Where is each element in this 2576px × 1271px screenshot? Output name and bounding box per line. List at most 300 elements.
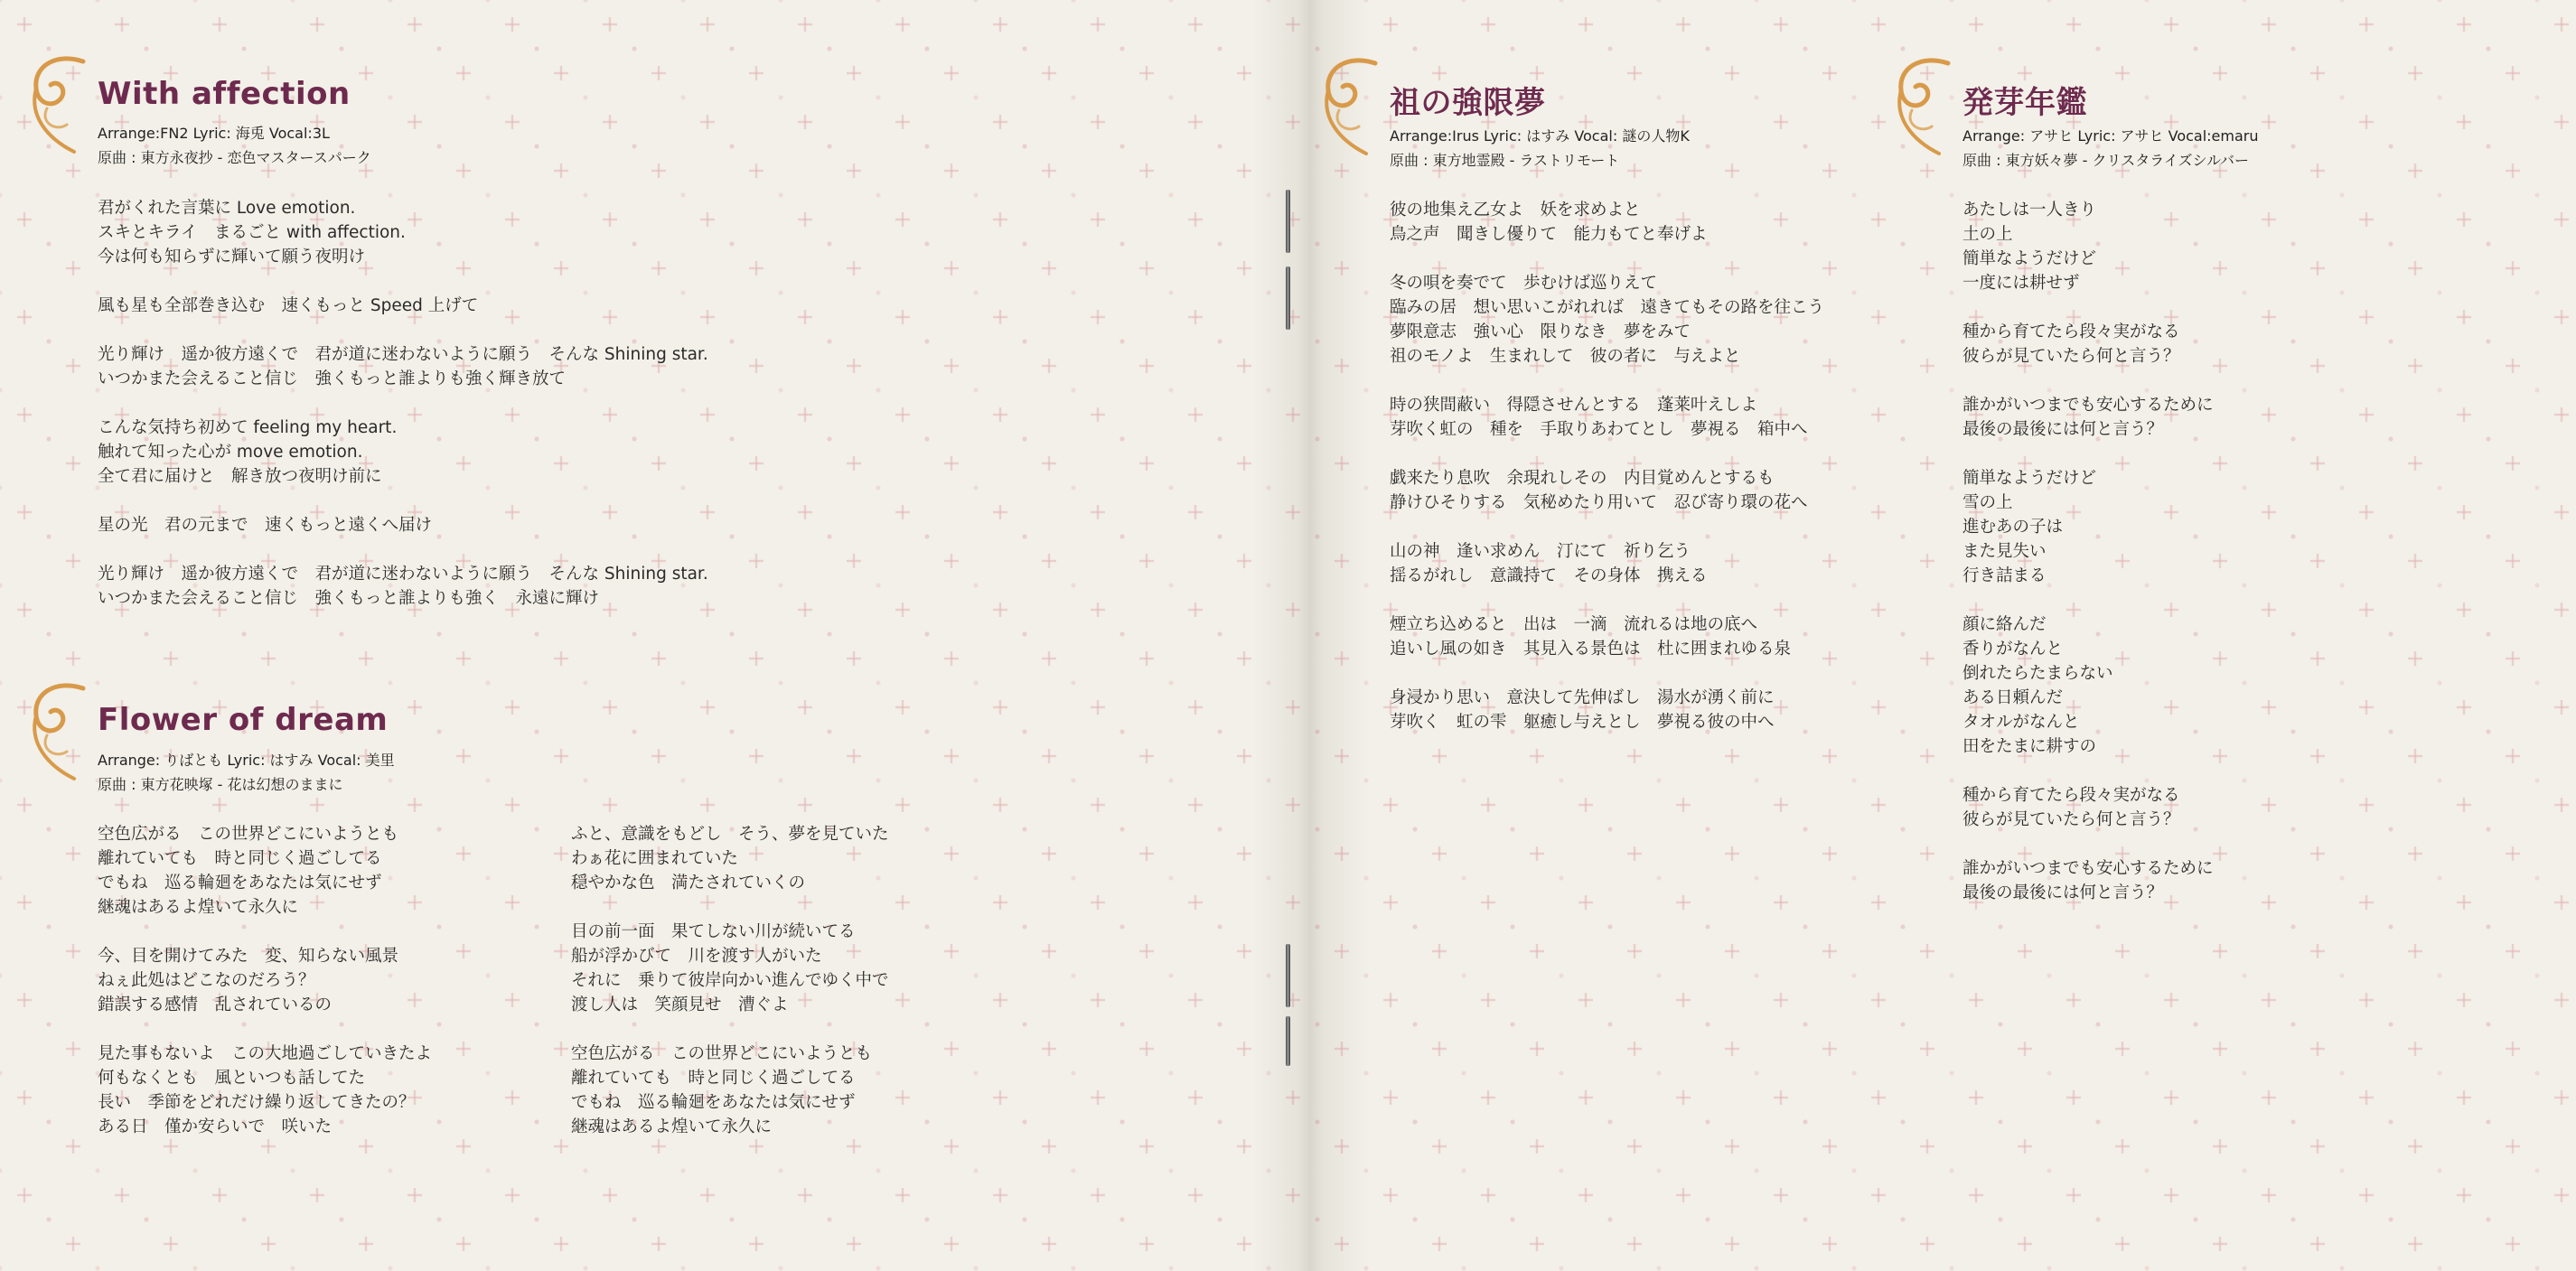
staple-bottom-lower [1286,1016,1290,1066]
cross-mark [1822,66,1837,80]
cross-mark [2359,17,2374,32]
cross-mark [2506,164,2520,178]
lyric-line: 今、目を開けてみた 変、知らない風景 [98,947,399,966]
cross-mark [2359,798,2374,812]
cross-mark [554,164,568,178]
cross-mark [1920,1237,1934,1251]
cross-mark [359,1139,373,1154]
cross-mark [1042,66,1056,80]
cross-mark [651,66,666,80]
cross-mark [2554,505,2569,519]
cross-mark [1042,749,1056,763]
cross-mark [310,17,324,32]
cross-mark [895,700,910,715]
cross-mark [2164,1090,2178,1105]
cross-mark [2506,1042,2520,1056]
lyric-line: 種から育てたら段々実がなる [1962,786,2180,805]
cross-mark [993,993,1007,1007]
cross-mark [944,749,959,763]
cross-mark [2408,846,2422,861]
cross-mark [1139,66,1154,80]
cross-mark [505,993,520,1007]
song-credits: Arrange:FN2 Lyric: 海兎 Vocal:3L [98,125,330,142]
cross-mark [212,1188,227,1202]
lyric-line: 継魂はあるよ煌いて永久に [98,898,299,917]
cross-mark [2506,944,2520,958]
cross-mark [2457,798,2471,812]
cross-mark [66,846,80,861]
lyric-line: 長い 季節をどれだけ繰り返してきたの？ [98,1093,416,1112]
cross-mark [651,1139,666,1154]
cross-mark [17,1090,32,1105]
cross-mark [2359,895,2374,910]
cross-mark [1139,846,1154,861]
cross-mark [2310,456,2325,471]
cross-mark [17,1188,32,1202]
cross-mark [798,603,812,617]
cross-mark [2213,66,2227,80]
cross-mark [651,164,666,178]
cross-mark [2213,846,2227,861]
cross-mark [164,651,178,666]
cross-mark [2554,407,2569,422]
cross-mark [895,17,910,32]
cross-mark [749,359,763,373]
cross-mark [2213,749,2227,763]
cross-mark [1091,310,1105,324]
cross-mark [359,1237,373,1251]
cross-mark [847,164,861,178]
cross-mark [847,1139,861,1154]
lyric-stanza [571,822,889,895]
cross-mark [2408,359,2422,373]
cross-mark [798,115,812,129]
lyric-stanza [98,416,708,489]
cross-mark [1627,66,1642,80]
cross-mark [1481,1090,1495,1105]
cross-mark [212,798,227,812]
cross-mark [1188,895,1203,910]
lyric-line: 渡し人は 笑顔見せ 漕ぐよ [571,995,789,1014]
cross-mark [1091,212,1105,227]
cross-mark [1042,651,1056,666]
lyric-line: 星の光 君の元まで 速くもっと遠くへ届け [98,516,433,535]
cross-mark [2408,261,2422,276]
cross-mark [1676,798,1691,812]
lyric-stanza [98,342,708,391]
cross-mark [1188,1188,1203,1202]
cross-mark [2310,944,2325,958]
cross-mark [310,1188,324,1202]
lyric-line: でもね 巡る輪廻をあなたは気にせず [571,1093,856,1112]
cross-mark [66,651,80,666]
cross-mark [1920,261,1934,276]
cross-mark [2262,115,2276,129]
cross-mark [1578,17,1593,32]
lyric-line: 進むあの子は [1962,518,2064,537]
cross-mark [1042,1237,1056,1251]
cross-mark [554,846,568,861]
cross-mark [603,1188,617,1202]
lyric-stanza [98,944,432,1017]
cross-mark [2310,651,2325,666]
cross-mark [993,603,1007,617]
cross-mark [603,798,617,812]
lyric-line: 冬の唄を奏でて 歩むけば巡りえて [1390,274,1658,293]
cross-mark [1188,115,1203,129]
cross-mark [700,700,715,715]
cross-mark [944,456,959,471]
lyric-stanza [98,1042,432,1139]
cross-mark [749,651,763,666]
cross-mark [798,1188,812,1202]
cross-mark [2310,261,2325,276]
cross-mark [2066,17,2081,32]
cross-mark [993,700,1007,715]
cross-mark [1188,603,1203,617]
cross-mark [895,115,910,129]
cross-mark [993,798,1007,812]
cross-mark [1237,651,1251,666]
song-credits: Arrange: りばとも Lyric: はすみ Vocal: 美里 [98,752,395,769]
cross-mark [505,700,520,715]
cross-mark [1871,603,1886,617]
cross-mark [2408,554,2422,568]
cross-mark [2408,1139,2422,1154]
cross-mark [1871,1090,1886,1105]
cross-mark [700,115,715,129]
lyric-stanza [98,294,708,318]
cross-mark [1042,261,1056,276]
cross-mark [456,944,471,958]
cross-mark [1237,554,1251,568]
cross-mark [1822,846,1837,861]
cross-mark [993,17,1007,32]
lyric-line: 空色広がる この世界どこにいようとも [571,1044,873,1063]
staple-top [1286,190,1290,253]
cross-mark [310,798,324,812]
cross-mark [749,554,763,568]
cross-mark [798,700,812,715]
cross-mark [1042,164,1056,178]
lyric-line: 何もなくとも 風といつも話してた [98,1069,366,1088]
song-lyrics [1962,198,2214,905]
cross-mark [407,17,422,32]
cross-mark [2115,1139,2130,1154]
cross-mark [1774,1188,1788,1202]
cross-mark [1725,1042,1739,1056]
cross-mark [651,749,666,763]
cross-mark [17,603,32,617]
cross-mark [456,66,471,80]
cross-mark [505,895,520,910]
cross-mark [1871,1188,1886,1202]
cross-mark [2115,944,2130,958]
cross-mark [1481,993,1495,1007]
lyric-line: ある日頼んだ [1962,688,2064,707]
cross-mark [2262,1090,2276,1105]
cross-mark [1237,1237,1251,1251]
cross-mark [1871,505,1886,519]
cross-mark [1042,944,1056,958]
cross-mark [1481,798,1495,812]
cross-mark [1091,603,1105,617]
cross-mark [1237,749,1251,763]
song-title: With affection [98,76,351,112]
cross-mark [1822,749,1837,763]
cross-mark [1578,1188,1593,1202]
cross-mark [115,1188,129,1202]
lyric-line: 君がくれた言葉に Love emotion. [98,199,356,218]
cross-mark [1822,554,1837,568]
lyric-stanza [1390,466,1824,515]
lyric-line: 誰かがいつまでも安心するために [1962,859,2214,878]
cross-mark [895,1188,910,1202]
lyric-line: 雪の上 [1962,493,2013,512]
cross-mark [2310,1139,2325,1154]
cross-mark [1627,749,1642,763]
cross-mark [1871,798,1886,812]
cross-mark [2359,212,2374,227]
cross-mark [1432,846,1447,861]
cross-mark [1676,1188,1691,1202]
cross-mark [1383,798,1398,812]
cross-mark [1920,554,1934,568]
cross-mark [2554,603,2569,617]
cross-mark [2310,749,2325,763]
staple-top-lower [1286,266,1290,330]
cross-mark [798,798,812,812]
lyric-stanza [1962,198,2214,295]
cross-mark [2018,1139,2032,1154]
cross-mark [66,1237,80,1251]
cross-mark [2408,749,2422,763]
cross-mark [2506,359,2520,373]
cross-mark [1774,993,1788,1007]
cross-mark [1237,1139,1251,1154]
lyric-line: 夢限意志 強い心 限りなき 夢をみて [1390,322,1691,341]
cross-mark [944,651,959,666]
cross-mark [1091,993,1105,1007]
cross-mark [2554,17,2569,32]
cross-mark [749,1139,763,1154]
lyric-line: 香りがなんと [1962,640,2064,659]
song-lyrics-column-2 [571,822,889,1139]
cross-mark [2310,1237,2325,1251]
cross-mark [2554,1188,2569,1202]
cross-mark [1969,1188,1983,1202]
cross-mark [1822,359,1837,373]
staple-bottom [1286,944,1290,1007]
lyric-line: 船が浮かびて 川を渡す人がいた [571,947,822,966]
cross-mark [261,1139,276,1154]
cross-mark [1432,749,1447,763]
lyric-line: いつかまた会えること信じ 強くもっと誰よりも強く 永遠に輝け [98,589,600,608]
lyric-line: 光り輝け 遥か彼方遠くで 君が道に迷わないように願う そんな Shining star. [98,345,708,364]
cross-mark [505,1090,520,1105]
cross-mark [2457,407,2471,422]
cross-mark [17,895,32,910]
cross-mark [2506,1237,2520,1251]
cross-mark [2408,944,2422,958]
cross-mark [1481,895,1495,910]
cross-mark [2262,505,2276,519]
cross-mark [1627,944,1642,958]
cross-mark [993,212,1007,227]
lyric-stanza [571,1042,889,1139]
lyric-stanza [1390,271,1824,369]
cross-mark [944,554,959,568]
lyric-line: 身浸かり思い 意決して先伸ばし 湯水が湧く前に [1390,688,1775,707]
lyric-line: 追いし風の如き 其見入る景色は 杜に囲まれゆる泉 [1390,640,1792,659]
cross-mark [2457,1188,2471,1202]
cross-mark [798,17,812,32]
cross-mark [1042,359,1056,373]
lyric-line: 最後の最後には何と言う？ [1962,883,2164,902]
cross-mark [2359,603,2374,617]
cross-mark [944,1139,959,1154]
lyric-line: ふと、意識をもどし そう、夢を見ていた [571,825,889,844]
cross-mark [2408,651,2422,666]
cross-mark [1139,1139,1154,1154]
cross-mark [2359,993,2374,1007]
cross-mark [2506,749,2520,763]
song-original: 原曲 : 東方妖々夢 - クリスタライズシルバー [1962,152,2250,169]
cross-mark [2310,164,2325,178]
cross-mark [1139,554,1154,568]
cross-mark [993,505,1007,519]
cross-mark [700,1188,715,1202]
cross-mark [1139,1237,1154,1251]
song-lyrics [1390,198,1824,734]
cross-mark [456,164,471,178]
cross-mark [2457,17,2471,32]
cross-mark [66,944,80,958]
cross-mark [2262,993,2276,1007]
cross-mark [2359,1090,2374,1105]
cross-mark [1774,17,1788,32]
lyric-line: いつかまた会えること信じ 強くもっと誰よりも強く輝き放て [98,369,567,388]
lyric-stanza [1390,539,1824,588]
cross-mark [1871,700,1886,715]
lyric-line: 触れて知った心が move emotion. [98,443,363,462]
lyric-stanza [1962,466,2214,588]
cross-mark [1383,895,1398,910]
cross-mark [2457,603,2471,617]
cross-mark [603,700,617,715]
lyric-stanza [1390,393,1824,442]
cross-mark [2506,1139,2520,1154]
cross-mark [1871,115,1886,129]
lyric-stanza [1390,686,1824,734]
lyric-line: 種から育てたら段々実がなる [1962,322,2180,341]
song-credits: Arrange:Irus Lyric: はすみ Vocal: 謎の人物K [1390,127,1690,145]
cross-mark [2408,66,2422,80]
lyric-stanza [1390,612,1824,661]
cross-mark [2408,1237,2422,1251]
lyric-line: 祖のモノよ 生まれして 彼の者に 与えよと [1390,347,1741,366]
cross-mark [1091,1188,1105,1202]
cross-mark [1871,17,1886,32]
cross-mark [1920,651,1934,666]
lyric-line: ある日 僅か安らいで 咲いた [98,1117,333,1136]
cross-mark [1725,1237,1739,1251]
cross-mark [1920,456,1934,471]
cross-mark [1530,749,1544,763]
lyric-line: 全て君に届けと 解き放つ夜明け前に [98,467,382,486]
cross-mark [1432,1042,1447,1056]
cross-mark [2262,1188,2276,1202]
cross-mark [2506,456,2520,471]
cross-mark [2213,944,2227,958]
cross-mark [212,17,227,32]
cross-mark [1822,164,1837,178]
cross-mark [2310,359,2325,373]
cross-mark [993,407,1007,422]
cross-mark [2310,1042,2325,1056]
lyric-line: 離れていても 時と同じく過ごしてる [98,849,382,868]
lyric-line: 芽吹く 虹の雫 躯癒し与えとし 夢視る彼の中へ [1390,713,1775,732]
cross-mark [651,651,666,666]
lyric-stanza [1390,198,1824,247]
cross-mark [1920,359,1934,373]
cross-mark [2457,1090,2471,1105]
cross-mark [1091,798,1105,812]
cross-mark [2506,554,2520,568]
cross-mark [554,1237,568,1251]
cross-mark [554,749,568,763]
cross-mark [2554,310,2569,324]
cross-mark [2018,1237,2032,1251]
cross-mark [1383,993,1398,1007]
cross-mark [17,993,32,1007]
cross-mark [603,17,617,32]
cross-mark [1481,1188,1495,1202]
lyric-line: 行き詰まる [1962,566,2047,585]
cross-mark [1383,1090,1398,1105]
cross-mark [1042,554,1056,568]
cross-mark [17,407,32,422]
orange-flourish-icon [20,679,101,788]
cross-mark [2310,554,2325,568]
cross-mark [1578,1090,1593,1105]
cross-mark [651,1237,666,1251]
cross-mark [847,359,861,373]
cross-mark [1091,1090,1105,1105]
cross-mark [1139,944,1154,958]
cross-mark [1725,944,1739,958]
cross-mark [1530,846,1544,861]
lyric-line: 顔に絡んだ [1962,615,2047,634]
lyric-line: 山の神 逢い求めん 汀にて 祈り乞う [1390,542,1691,561]
cross-mark [798,407,812,422]
lyric-line: 風も星も全部巻き込む 速くもっと Speed 上げて [98,296,479,315]
cross-mark [749,456,763,471]
cross-mark [2554,993,2569,1007]
lyric-stanza [1962,783,2214,832]
cross-mark [1871,895,1886,910]
cross-mark [1822,1042,1837,1056]
center-fold [1251,0,1369,1271]
lyric-line: 離れていても 時と同じく過ごしてる [571,1069,856,1088]
cross-mark [993,1090,1007,1105]
cross-mark [1774,798,1788,812]
cross-mark [1530,1237,1544,1251]
cross-mark [1188,310,1203,324]
song-original: 原曲 : 東方永夜抄 - 恋色マスタースパーク [98,149,371,166]
cross-mark [2554,798,2569,812]
cross-mark [2359,407,2374,422]
